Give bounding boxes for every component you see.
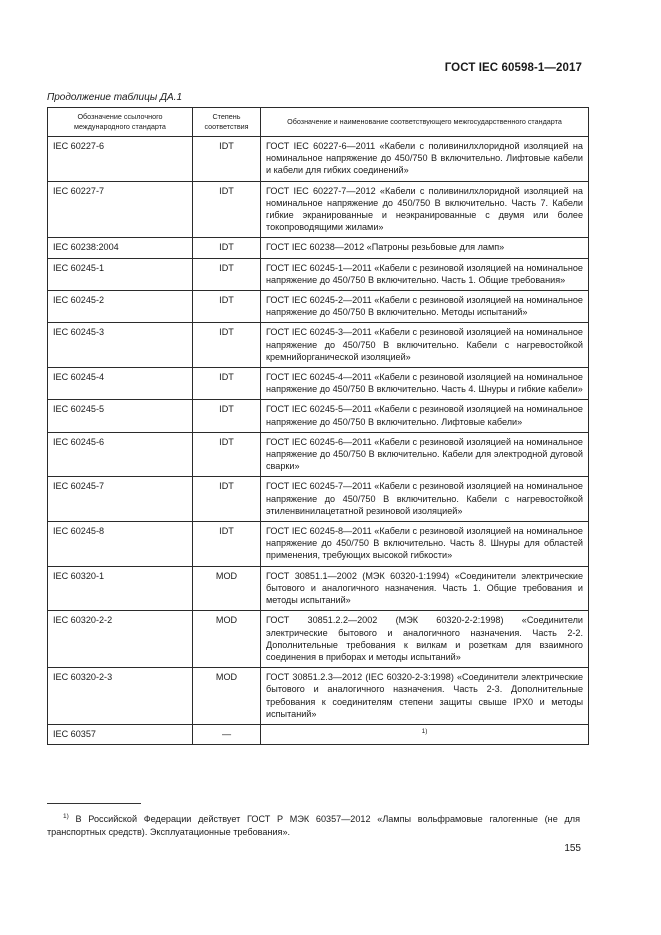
footnote [47,810,580,839]
cell-degree: IDT [193,238,261,258]
table-row [48,400,589,432]
cell-interstate-standard: ГОСТ 30851.2.2—2002 (МЭК 60320-2-2:1998) «Соединители электрические бытового и аналогичного назначения. Часть 2-2. Дополнительные требования к вилкам и розеткам для взаимного соединения в приборах и методы испытаний» [261,611,589,668]
footnote-divider [47,803,141,804]
header-degree: Степень соответствия [193,108,261,137]
cell-interstate-standard: ГОСТ 30851.2.3—2012 (IEC 60320-2-3:1998) «Соединители электрические бытового и аналогичного назначения. Часть 2-3. Дополнительные требования к соединителям степени защиты свыше IPX0 и методы испытаний» [261,668,589,725]
cell-interstate-standard: ГОСТ IEC 60245-4—2011 «Кабели с резиновой изоляцией на номинальное напряжение до 450/750 В включительно. Часть 4. Шнуры и гибкие кабели» [261,368,589,400]
cell-interstate-standard: ГОСТ IEC 60238—2012 «Патроны резьбовые для ламп» [261,238,589,258]
cell-reference-standard: IEC 60245-6 [48,432,193,477]
table-row [48,668,589,725]
cell-reference-standard: IEC 60357 [48,724,193,744]
cell-reference-standard: IEC 60320-2-3 [48,668,193,725]
reference-table [47,107,589,745]
cell-interstate-standard: ГОСТ IEC 60245-8—2011 «Кабели с резиновой изоляцией на номинальное напряжение до 450/750 В включительно. Часть 8. Шнуры для областей применения, требующих высокой гибкости» [261,522,589,567]
cell-degree: MOD [193,566,261,611]
cell-reference-standard: IEC 60245-1 [48,258,193,290]
cell-reference-standard: IEC 60245-4 [48,368,193,400]
cell-interstate-standard [261,724,589,744]
table-row [48,477,589,522]
table-body [48,137,589,745]
footnote-reference: 1) [421,727,428,735]
cell-degree: IDT [193,258,261,290]
cell-reference-standard: IEC 60320-1 [48,566,193,611]
table-row [48,724,589,744]
cell-degree: IDT [193,400,261,432]
table-row [48,323,589,368]
cell-interstate-standard: ГОСТ IEC 60245-7—2011 «Кабели с резиновой изоляцией на номинальное напряжение до 450/750 В включительно. Кабели с нагревостойкой этиленвинилацетатной резиновой изоляцией» [261,477,589,522]
table-row [48,522,589,567]
cell-interstate-standard: ГОСТ IEC 60227-6—2011 «Кабели с поливинилхлоридной изоляцией на номинальное напряжение до 450/750 В включительно. Лифтовые кабели и кабели для гибких соединений» [261,137,589,182]
cell-interstate-standard: ГОСТ IEC 60245-1—2011 «Кабели с резиновой изоляцией на номинальное напряжение до 450/750 В включительно. Часть 1. Общие требования» [261,258,589,290]
cell-degree: MOD [193,668,261,725]
cell-degree: — [193,724,261,744]
table-row [48,137,589,182]
table-row [48,238,589,258]
document-code: ГОСТ IEC 60598-1—2017 [444,62,582,74]
header-interstate-standard: Обозначение и наименование соответствующего межгосударственного стандарта [261,108,589,137]
cell-interstate-standard: ГОСТ IEC 60245-2—2011 «Кабели с резиновой изоляцией на номинальное напряжение до 450/750 В включительно. Методы испытаний» [261,291,589,323]
footnote-marker: 1) [63,813,69,820]
cell-degree: IDT [193,137,261,182]
cell-reference-standard: IEC 60238:2004 [48,238,193,258]
table-row [48,611,589,668]
cell-degree: IDT [193,291,261,323]
cell-reference-standard: IEC 60245-8 [48,522,193,567]
cell-interstate-standard: ГОСТ IEC 60245-3—2011 «Кабели с резиновой изоляцией на номинальное напряжение до 450/750 В включительно. Кабели с нагревостойкой кремнийорганической изоляцией» [261,323,589,368]
cell-reference-standard: IEC 60245-3 [48,323,193,368]
cell-interstate-standard: ГОСТ 30851.1—2002 (МЭК 60320-1:1994) «Соединители электрические бытового и аналогичного назначения. Часть 1. Общие требования и методы испытаний» [261,566,589,611]
table-row [48,368,589,400]
cell-degree: IDT [193,181,261,238]
cell-interstate-standard: ГОСТ IEC 60245-5—2011 «Кабели с резиновой изоляцией на номинальное напряжение до 450/750 В включительно. Лифтовые кабели» [261,400,589,432]
table-header-row [48,108,589,137]
cell-reference-standard: IEC 60245-7 [48,477,193,522]
footnote-text: В Российской Федерации действует ГОСТ Р МЭК 60357—2012 «Лампы вольфрамовые галогенные (не для транспортных средств). Эксплуатационные требования». [47,814,581,838]
cell-reference-standard: IEC 60227-7 [48,181,193,238]
cell-degree: IDT [193,522,261,567]
table-row [48,432,589,477]
table-row [48,291,589,323]
header-reference-standard: Обозначение ссылочного международного стандарта [48,108,193,137]
cell-degree: IDT [193,477,261,522]
cell-degree: IDT [193,368,261,400]
page-number: 155 [564,843,581,854]
cell-reference-standard: IEC 60245-2 [48,291,193,323]
cell-degree: IDT [193,323,261,368]
table-caption: Продолжение таблицы ДА.1 [47,92,183,103]
cell-interstate-standard: ГОСТ IEC 60245-6—2011 «Кабели с резиновой изоляцией на номинальное напряжение до 450/750 В включительно. Кабели для электродной дуговой сварки» [261,432,589,477]
cell-degree: MOD [193,611,261,668]
table-row [48,566,589,611]
cell-reference-standard: IEC 60245-5 [48,400,193,432]
cell-degree: IDT [193,432,261,477]
cell-reference-standard: IEC 60320-2-2 [48,611,193,668]
table-row [48,258,589,290]
cell-interstate-standard: ГОСТ IEC 60227-7—2012 «Кабели с поливинилхлоридной изоляцией на номинальное напряжение до 450/750 В включительно. Часть 7. Кабели гибкие экранированные и неэкранированные с двумя или более токопроводящими жилами» [261,181,589,238]
table-row [48,181,589,238]
cell-reference-standard: IEC 60227-6 [48,137,193,182]
